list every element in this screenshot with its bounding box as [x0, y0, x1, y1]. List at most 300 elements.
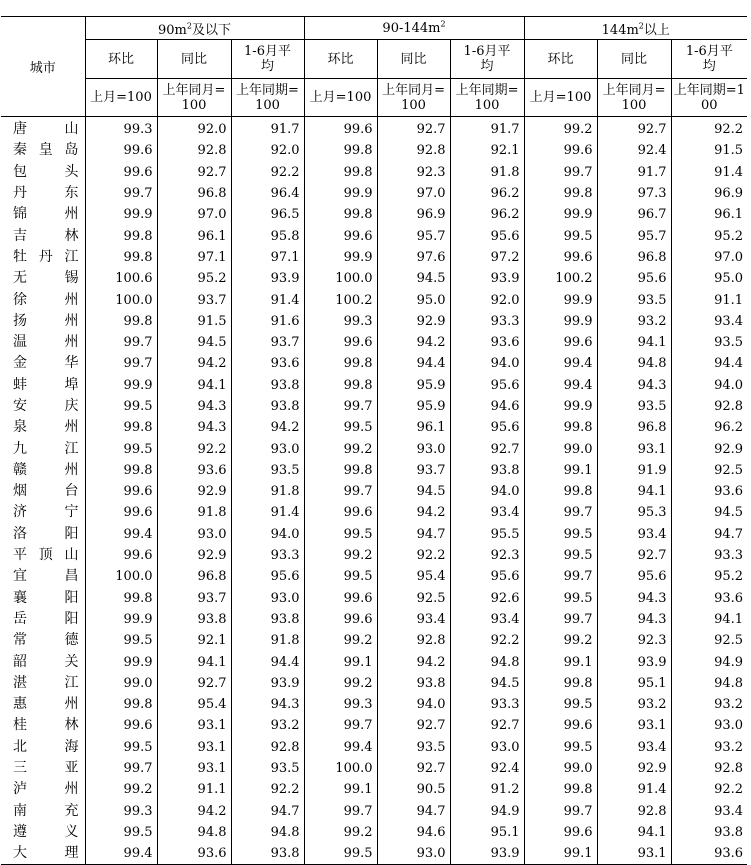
index-value: 99.9: [85, 651, 157, 672]
index-value: 99.5: [524, 694, 597, 715]
index-value: 91.2: [450, 779, 524, 800]
index-value: 92.8: [377, 140, 450, 161]
index-value: 99.2: [304, 438, 377, 459]
index-value: 99.7: [524, 566, 597, 587]
index-value: 93.2: [231, 715, 304, 736]
index-value: 99.7: [304, 481, 377, 502]
index-value: 91.9: [597, 460, 671, 481]
base-period-cell: 上年同期=100: [231, 79, 304, 117]
index-value: 99.4: [304, 737, 377, 758]
index-value: 99.9: [524, 204, 597, 225]
index-value: 99.6: [85, 502, 157, 523]
index-value: 93.8: [450, 460, 524, 481]
index-value: 94.1: [597, 822, 671, 843]
index-value: 99.7: [304, 801, 377, 822]
index-value: 94.5: [377, 481, 450, 502]
index-value: 95.5: [450, 524, 524, 545]
index-value: 93.4: [597, 524, 671, 545]
index-value: 94.7: [231, 801, 304, 822]
index-value: 93.6: [671, 843, 747, 865]
index-value: 93.5: [597, 289, 671, 310]
index-value: 95.7: [377, 225, 450, 246]
table-row: [1, 481, 747, 502]
index-value: 93.6: [450, 332, 524, 353]
index-value: 97.1: [157, 247, 231, 268]
index-value: 94.3: [597, 375, 671, 396]
city-name: 泉州: [1, 417, 85, 438]
index-value: 100.0: [304, 268, 377, 289]
table-row: [1, 801, 747, 822]
city-name: 泸州: [1, 779, 85, 800]
subheader-cell: 同比: [157, 40, 231, 79]
index-value: 96.9: [714, 186, 744, 202]
index-value: 93.4: [450, 609, 524, 630]
city-name: 韶关: [1, 651, 85, 672]
index-value: 99.8: [524, 673, 597, 694]
index-value: 92.3: [597, 630, 671, 651]
index-value: 92.8: [231, 737, 304, 758]
index-value: 93.8: [714, 824, 744, 840]
base-period-cell: 上年同期=100: [450, 79, 524, 117]
index-value: 96.2: [450, 204, 524, 225]
index-value: 92.2: [714, 782, 744, 798]
index-value: 99.6: [85, 545, 157, 566]
index-value: 94.1: [157, 651, 231, 672]
index-value: 96.1: [714, 207, 744, 223]
index-value: 94.1: [597, 481, 671, 502]
index-value: 99.1: [524, 651, 597, 672]
subheader-cell: 环比: [85, 40, 157, 79]
index-value: 94.5: [450, 673, 524, 694]
index-value: 95.6: [450, 225, 524, 246]
index-value: 99.7: [85, 183, 157, 204]
index-value: 99.8: [304, 375, 377, 396]
table-row: [1, 162, 747, 183]
index-value: 92.7: [597, 545, 671, 566]
index-value: 92.9: [714, 441, 744, 457]
index-value: 93.0: [377, 438, 450, 459]
index-value: 99.4: [85, 843, 157, 865]
index-value: 95.6: [450, 375, 524, 396]
index-value: 93.2: [714, 739, 744, 755]
index-value: 96.1: [157, 225, 231, 246]
index-value: 99.6: [304, 502, 377, 523]
index-value: 99.6: [524, 140, 597, 161]
index-value: 92.2: [377, 545, 450, 566]
index-value: 99.5: [524, 524, 597, 545]
index-value: 94.9: [450, 801, 524, 822]
index-value: 94.2: [377, 651, 450, 672]
index-value: 92.0: [450, 289, 524, 310]
subheader-cell: 同比: [377, 40, 450, 79]
table-row: [1, 289, 747, 310]
index-value: 92.8: [714, 399, 744, 414]
base-period-cell: 上年同期=100: [671, 79, 747, 117]
index-value: 92.7: [597, 117, 671, 141]
index-value: 99.9: [85, 375, 157, 396]
index-value: 93.1: [157, 737, 231, 758]
base-period-cell: 上年同月=100: [157, 79, 231, 117]
table-row: [1, 438, 747, 459]
index-value: 92.8: [597, 801, 671, 822]
city-name: 温州: [1, 332, 85, 353]
subheader-cell: 1-6月平均: [671, 40, 747, 79]
table-row: [1, 545, 747, 566]
index-value: 99.6: [85, 162, 157, 183]
index-value: 95.6: [597, 566, 671, 587]
index-value: 99.5: [85, 737, 157, 758]
index-value: 93.5: [231, 758, 304, 779]
index-value: 92.2: [450, 630, 524, 651]
index-value: 99.6: [524, 332, 597, 353]
index-value: 94.2: [231, 417, 304, 438]
index-value: 92.0: [231, 140, 304, 161]
index-value: 99.5: [85, 822, 157, 843]
index-value: 93.1: [157, 715, 231, 736]
index-value: 92.3: [377, 162, 450, 183]
base-period-cell: 上年同月=100: [597, 79, 671, 117]
index-value: 92.8: [157, 140, 231, 161]
index-value: 99.5: [304, 843, 377, 865]
city-name: 锦州: [1, 204, 85, 225]
subheader-cell: 环比: [304, 40, 377, 79]
index-value: 93.1: [597, 715, 671, 736]
index-value: 94.2: [157, 801, 231, 822]
index-value: 93.7: [377, 460, 450, 481]
index-value: 96.2: [714, 420, 744, 436]
index-value: 93.4: [450, 502, 524, 523]
index-value: 93.2: [714, 697, 744, 713]
city-name: 安庆: [1, 396, 85, 417]
index-value: 91.8: [157, 502, 231, 523]
city-name: 烟台: [1, 481, 85, 502]
index-value: 93.4: [597, 737, 671, 758]
city-name: 吉林: [1, 225, 85, 246]
index-value: 99.8: [304, 460, 377, 481]
index-value: 92.3: [450, 545, 524, 566]
index-value: 91.7: [450, 117, 524, 141]
index-value: 99.9: [524, 396, 597, 417]
index-value: 93.5: [231, 460, 304, 481]
index-value: 91.4: [714, 164, 744, 180]
index-value: 94.5: [377, 268, 450, 289]
city-name: 桂林: [1, 715, 85, 736]
index-value: 99.8: [85, 225, 157, 246]
index-value: 99.8: [85, 694, 157, 715]
index-value: 92.9: [377, 311, 450, 332]
index-value: 91.4: [231, 502, 304, 523]
index-value: 95.6: [597, 268, 671, 289]
index-value: 95.0: [377, 289, 450, 310]
city-name: 遵义: [1, 822, 85, 843]
index-value: 92.8: [377, 630, 450, 651]
table-row: [1, 417, 747, 438]
city-name: 湛江: [1, 673, 85, 694]
index-value: 92.7: [157, 673, 231, 694]
index-value: 92.7: [450, 438, 524, 459]
index-value: 99.7: [524, 801, 597, 822]
index-value: 94.5: [157, 332, 231, 353]
city-name: 无锡: [1, 268, 85, 289]
index-value: 94.2: [377, 502, 450, 523]
index-value: 96.7: [597, 204, 671, 225]
index-value: 94.1: [597, 332, 671, 353]
index-value: 92.1: [157, 630, 231, 651]
index-value: 97.0: [157, 204, 231, 225]
index-value: 96.4: [231, 183, 304, 204]
index-value: 91.5: [714, 143, 744, 159]
index-value: 99.9: [304, 247, 377, 268]
index-value: 95.0: [714, 271, 744, 287]
group-header-over-144: $144m^2$以上: [524, 17, 747, 40]
table-row: [1, 651, 747, 672]
index-value: 94.6: [450, 396, 524, 417]
index-value: 99.0: [85, 673, 157, 694]
index-value: 94.9: [714, 654, 744, 670]
city-name: 南充: [1, 801, 85, 822]
index-value: 92.2: [231, 162, 304, 183]
index-value: 94.0: [450, 353, 524, 374]
city-name: 惠州: [1, 694, 85, 715]
base-period-cell: 上年同月=100: [377, 79, 450, 117]
index-value: 99.5: [524, 545, 597, 566]
subheader-cell: 1-6月平均: [450, 40, 524, 79]
index-value: 94.2: [377, 332, 450, 353]
index-value: 94.3: [231, 694, 304, 715]
index-value: 94.6: [377, 822, 450, 843]
table-row: [1, 694, 747, 715]
index-value: 94.7: [377, 801, 450, 822]
table-row: [1, 715, 747, 736]
index-value: 99.8: [304, 204, 377, 225]
index-value: 94.8: [157, 822, 231, 843]
city-name: 常德: [1, 630, 85, 651]
index-value: 96.8: [157, 183, 231, 204]
index-value: 100.6: [85, 268, 157, 289]
index-value: 93.6: [157, 460, 231, 481]
city-name: 秦皇岛: [1, 140, 85, 161]
index-value: 92.7: [377, 715, 450, 736]
index-value: 95.4: [157, 694, 231, 715]
city-name: 金华: [1, 353, 85, 374]
index-value: 93.6: [714, 484, 744, 500]
index-value: 99.8: [85, 417, 157, 438]
index-value: 94.3: [157, 396, 231, 417]
index-value: 97.2: [450, 247, 524, 268]
index-value: 97.6: [377, 247, 450, 268]
index-value: 92.4: [450, 758, 524, 779]
city-name: 洛阳: [1, 524, 85, 545]
table-row: [1, 353, 747, 374]
index-value: 94.1: [714, 611, 744, 627]
index-value: 90.5: [377, 779, 450, 800]
index-value: 93.5: [714, 335, 744, 351]
index-value: 93.3: [450, 311, 524, 332]
index-value: 94.4: [231, 651, 304, 672]
index-value: 93.8: [231, 396, 304, 417]
index-value: 100.0: [85, 289, 157, 310]
index-value: 99.6: [304, 332, 377, 353]
index-value: 99.2: [304, 630, 377, 651]
index-value: 93.9: [597, 651, 671, 672]
index-value: 92.1: [450, 140, 524, 161]
city-name: 赣州: [1, 460, 85, 481]
index-value: 99.3: [304, 311, 377, 332]
index-value: 96.8: [597, 247, 671, 268]
index-value: 95.6: [450, 566, 524, 587]
table-row: [1, 375, 747, 396]
index-value: 93.3: [231, 545, 304, 566]
index-value: 91.7: [597, 162, 671, 183]
index-value: 97.3: [597, 183, 671, 204]
index-value: 99.7: [304, 715, 377, 736]
index-value: 99.6: [304, 588, 377, 609]
index-value: 99.5: [304, 566, 377, 587]
index-value: 99.8: [524, 183, 597, 204]
index-value: 94.0: [450, 481, 524, 502]
index-value: 93.6: [231, 353, 304, 374]
index-value: 99.5: [304, 417, 377, 438]
index-value: 99.7: [85, 353, 157, 374]
index-value: 92.4: [597, 140, 671, 161]
index-value: 99.6: [85, 481, 157, 502]
index-value: 92.6: [450, 588, 524, 609]
table-row: [1, 183, 747, 204]
index-value: 94.4: [714, 356, 744, 372]
index-value: 99.4: [524, 375, 597, 396]
index-value: 93.2: [597, 694, 671, 715]
index-value: 99.8: [85, 588, 157, 609]
table-row: [1, 311, 747, 332]
index-value: 96.9: [377, 204, 450, 225]
index-value: 94.8: [714, 675, 744, 691]
index-value: 99.1: [304, 779, 377, 800]
index-value: 93.7: [157, 289, 231, 310]
city-name: 平顶山: [1, 545, 85, 566]
index-value: 99.0: [524, 758, 597, 779]
index-value: 93.8: [231, 375, 304, 396]
index-value: 99.8: [85, 247, 157, 268]
index-value: 96.2: [450, 183, 524, 204]
index-value: 100.0: [304, 758, 377, 779]
index-value: 99.9: [304, 183, 377, 204]
index-value: 99.8: [304, 353, 377, 374]
city-name: 大理: [1, 843, 85, 865]
table-row: [1, 609, 747, 630]
index-value: 94.8: [450, 651, 524, 672]
index-value: 99.7: [85, 758, 157, 779]
index-value: 99.3: [304, 694, 377, 715]
index-value: 91.1: [157, 779, 231, 800]
index-value: 95.4: [377, 566, 450, 587]
index-value: 93.3: [714, 548, 744, 564]
index-value: 96.8: [157, 566, 231, 587]
index-value: 95.3: [597, 502, 671, 523]
table-row: [1, 117, 747, 141]
index-value: 94.7: [714, 526, 744, 542]
table-row: [1, 822, 747, 843]
index-value: 94.8: [597, 353, 671, 374]
index-value: 93.1: [157, 758, 231, 779]
index-value: 93.5: [377, 737, 450, 758]
index-value: 93.4: [377, 609, 450, 630]
index-value: 99.6: [304, 225, 377, 246]
index-value: 95.9: [377, 396, 450, 417]
index-value: 99.2: [85, 779, 157, 800]
city-name: 宜昌: [1, 566, 85, 587]
index-value: 96.8: [597, 417, 671, 438]
index-value: 93.3: [450, 694, 524, 715]
group-header-90-144: $90-144m^2$: [304, 17, 524, 40]
table-row: [1, 460, 747, 481]
index-value: 93.4: [714, 313, 744, 329]
index-value: 91.4: [231, 289, 304, 310]
table-row: [1, 779, 747, 800]
index-value: 99.7: [524, 609, 597, 630]
index-value: 91.6: [231, 311, 304, 332]
index-value: 99.2: [304, 673, 377, 694]
index-value: 95.1: [450, 822, 524, 843]
index-value: 93.4: [714, 803, 744, 819]
index-value: 94.0: [231, 524, 304, 545]
index-value: 99.9: [524, 289, 597, 310]
index-value: 99.1: [524, 460, 597, 481]
index-value: 93.7: [231, 332, 304, 353]
index-value: 92.5: [714, 633, 744, 649]
base-period-cell: 上月=100: [85, 79, 157, 117]
index-value: 92.5: [377, 588, 450, 609]
index-value: 92.9: [157, 481, 231, 502]
city-name: 包头: [1, 162, 85, 183]
table-row: [1, 332, 747, 353]
index-value: 99.3: [85, 117, 157, 141]
index-value: 94.4: [377, 353, 450, 374]
table-row: [1, 268, 747, 289]
index-value: 99.2: [524, 117, 597, 141]
index-value: 100.2: [524, 268, 597, 289]
table-row: [1, 524, 747, 545]
index-value: 93.0: [231, 588, 304, 609]
index-value: 95.9: [377, 375, 450, 396]
index-value: 92.2: [714, 122, 744, 138]
index-value: 97.0: [714, 249, 744, 265]
index-value: 99.2: [304, 822, 377, 843]
index-value: 95.2: [714, 228, 744, 244]
index-value: 99.6: [304, 117, 377, 141]
index-value: 99.3: [85, 801, 157, 822]
index-value: 93.9: [231, 268, 304, 289]
index-value: 91.8: [450, 162, 524, 183]
index-value: 94.2: [157, 353, 231, 374]
index-value: 99.1: [304, 651, 377, 672]
index-value: 99.5: [85, 438, 157, 459]
table-row: [1, 588, 747, 609]
city-name: 济宁: [1, 502, 85, 523]
base-period-cell: 上月=100: [304, 79, 377, 117]
index-value: 99.9: [524, 311, 597, 332]
table-row: [1, 396, 747, 417]
index-value: 91.8: [231, 630, 304, 651]
index-value: 93.2: [597, 311, 671, 332]
subheader-cell: 1-6月平均: [231, 40, 304, 79]
price-index-table: [1, 16, 747, 865]
index-value: 91.5: [157, 311, 231, 332]
index-value: 93.5: [597, 396, 671, 417]
base-period-cell: 上月=100: [524, 79, 597, 117]
table-row: [1, 843, 747, 865]
index-value: 93.0: [231, 438, 304, 459]
index-value: 99.6: [85, 140, 157, 161]
